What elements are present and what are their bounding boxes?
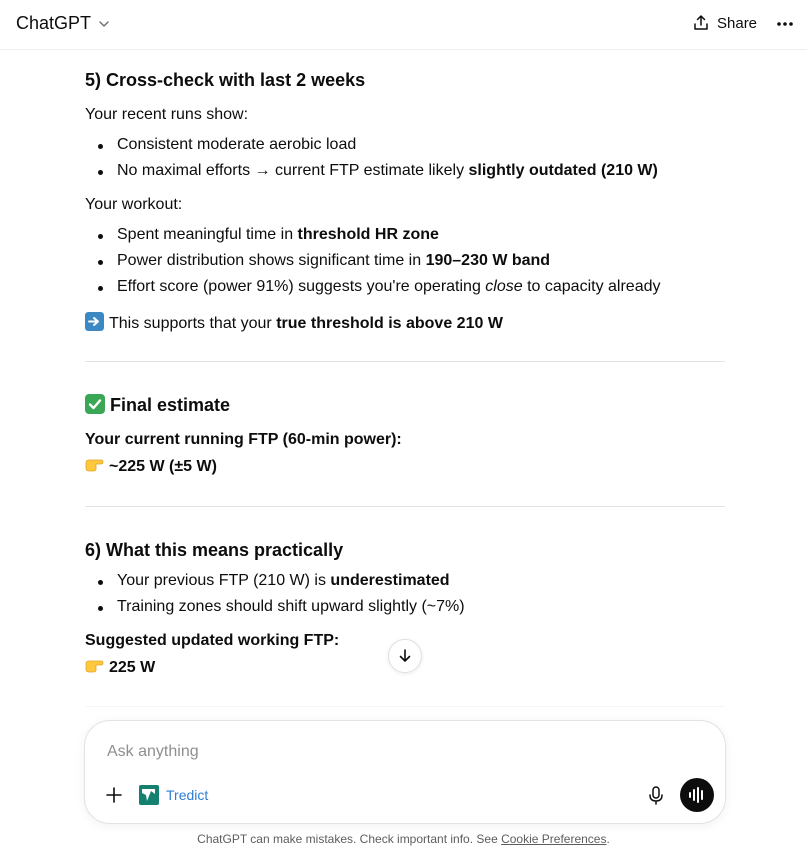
disclaimer-end: .	[606, 832, 610, 846]
list-item-italic: close	[485, 278, 523, 295]
suggested-ftp-label: Suggested updated working FTP:	[85, 632, 340, 649]
suggested-ftp-value-line	[85, 658, 155, 677]
disclaimer-text: ChatGPT can make mistakes. Check important info. See	[197, 832, 502, 846]
backhand-index-pointing-right-icon	[85, 658, 104, 674]
tool-label: Tredict	[166, 787, 209, 803]
share-button[interactable]	[692, 14, 757, 32]
chevron-down-icon	[97, 17, 111, 31]
prompt-input[interactable]	[107, 741, 607, 763]
list-item	[85, 278, 661, 296]
backhand-index-pointing-right-icon	[85, 457, 104, 473]
final-estimate-value: ~225 W (±5 W)	[109, 458, 217, 475]
model-name: ChatGPT	[16, 13, 92, 33]
share-icon	[692, 14, 710, 32]
list-item-emphasis: slightly outdated (210 W)	[468, 162, 658, 179]
list-item	[85, 572, 450, 590]
list-item	[85, 252, 550, 270]
list-item	[85, 226, 439, 244]
list-item-text: Your previous FTP (210 W) is	[117, 572, 331, 589]
list-item-text: Effort score (power 91%) suggests you're operating	[117, 278, 486, 295]
section-6-heading: 6) What this means practically	[85, 540, 344, 560]
list-item-text: No maximal efforts → current FTP estimate likely	[117, 162, 469, 179]
final-estimate-heading	[85, 394, 230, 416]
tredict-tool-chip[interactable]	[139, 785, 208, 805]
section-5-heading: 5) Cross-check with last 2 weeks	[85, 70, 366, 90]
suggested-ftp-value: 225 W	[109, 659, 156, 676]
final-estimate-label: Your current running FTP (60-min power):	[85, 431, 402, 448]
list-item-text: Power distribution shows significant time in	[117, 252, 426, 269]
supports-text: This supports that your	[109, 315, 277, 332]
voice-waveform-icon	[688, 787, 706, 803]
list-item-text: Consistent moderate aerobic load	[117, 136, 357, 153]
arrow-down-icon	[397, 648, 413, 664]
recent-runs-intro: Your recent runs show:	[85, 106, 249, 123]
workout-intro: Your workout:	[85, 196, 183, 213]
list-item	[85, 136, 356, 154]
model-switcher[interactable]	[16, 13, 111, 34]
more-options-icon[interactable]	[774, 15, 796, 33]
list-item-emphasis: 190–230 W band	[425, 252, 551, 269]
divider	[85, 361, 725, 362]
list-item	[85, 598, 465, 616]
arrow-right-emoji-icon	[85, 312, 104, 331]
final-estimate-title: Final estimate	[110, 395, 231, 415]
list-item-emphasis: threshold HR zone	[297, 226, 439, 243]
divider	[85, 506, 725, 507]
final-estimate-value-line	[85, 457, 217, 476]
scroll-to-bottom-button[interactable]	[388, 639, 422, 673]
microphone-icon[interactable]	[645, 784, 667, 806]
voice-mode-button[interactable]	[680, 778, 714, 812]
supports-line	[85, 312, 503, 333]
top-bar	[0, 0, 807, 50]
composer	[84, 720, 726, 824]
plus-icon[interactable]	[103, 784, 125, 806]
check-mark-emoji-icon	[85, 394, 105, 414]
list-item-text: Training zones should shift upward slightly (~7%)	[117, 598, 465, 615]
tredict-logo-icon	[139, 785, 159, 805]
list-item-text: to capacity already	[522, 278, 661, 295]
list-item-emphasis: underestimated	[330, 572, 450, 589]
disclaimer	[0, 832, 807, 846]
share-label: Share	[717, 14, 758, 32]
supports-emphasis: true threshold is above 210 W	[276, 315, 503, 332]
list-item-text: Spent meaningful time in	[117, 226, 298, 243]
cookie-preferences-link[interactable]: Cookie Preferences	[501, 832, 607, 846]
list-item	[85, 162, 658, 180]
